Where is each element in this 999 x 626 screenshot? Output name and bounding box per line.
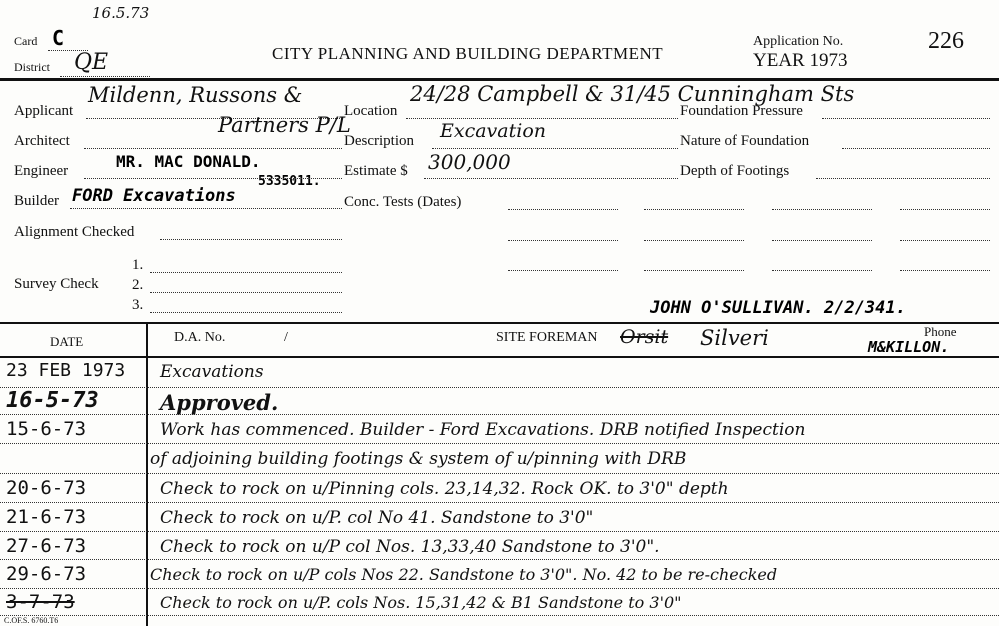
log-entry-1-date: 23 FEB 1973 xyxy=(6,360,126,381)
footer-code: C.OF.S. 6760.T6 xyxy=(4,616,59,625)
alignment-label: Alignment Checked xyxy=(14,224,135,240)
log-entry-6-date: 21-6-73 xyxy=(6,506,87,528)
site-foreman-label: SITE FOREMAN xyxy=(496,330,598,345)
nature-foundation-label: Nature of Foundation xyxy=(680,133,810,149)
survey-num-2: 2. xyxy=(132,277,144,293)
phone-value: M&KILLON. xyxy=(868,338,950,356)
foundation-pressure-label: Foundation Pressure xyxy=(680,103,803,119)
depth-footings-label: Depth of Footings xyxy=(680,163,790,179)
log-entry-5-date: 20-6-73 xyxy=(6,477,87,499)
architect-label: Architect xyxy=(14,133,70,149)
description-label: Description xyxy=(344,133,414,149)
survey-label: Survey Check xyxy=(14,276,99,292)
log-entry-6-text: Check to rock on u/P. col No 41. Sandstone to 3'0" xyxy=(160,508,594,528)
estimate-value: 300,000 xyxy=(428,150,511,174)
site-foreman-struck: Orsit xyxy=(620,326,669,348)
architect-value: Partners P/L xyxy=(218,113,351,137)
log-da-label: D.A. No. xyxy=(174,330,226,345)
builder-value: FORD Excavations xyxy=(72,186,236,206)
engineer-label: Engineer xyxy=(14,163,69,179)
log-entry-8-text: Check to rock on u/P cols Nos 22. Sandstone to 3'0". No. 42 to be re-checked xyxy=(150,565,778,584)
log-entry-3-text: Work has commenced. Builder - Ford Excavations. DRB notified Inspection xyxy=(160,420,806,440)
log-entry-2-date: 16-5-73 xyxy=(6,388,99,413)
log-entry-9-date: 3-7-73 xyxy=(6,591,75,613)
site-foreman-value: Silveri xyxy=(700,326,769,350)
estimate-label: Estimate $ xyxy=(344,163,408,179)
applicant-value: Mildenn, Russons & xyxy=(88,83,303,107)
card-label: Card xyxy=(14,34,38,48)
log-entry-7-date: 27-6-73 xyxy=(6,535,87,557)
application-label: Application No. xyxy=(753,34,844,49)
application-number: 226 xyxy=(928,28,964,54)
year-label: YEAR 1973 xyxy=(753,50,848,71)
foreman-note: JOHN O'SULLIVAN. 2/2/341. xyxy=(650,298,906,318)
survey-num-3: 3. xyxy=(132,297,144,313)
log-entry-1-text: Excavations xyxy=(160,362,264,382)
card-value: C xyxy=(52,26,65,50)
phone-label: Phone xyxy=(924,324,957,339)
engineer-phone: 5335011. xyxy=(258,174,321,189)
department-title: CITY PLANNING AND BUILDING DEPARTMENT xyxy=(272,44,664,63)
log-entry-7-text: Check to rock on u/P col Nos. 13,33,40 Sandstone to 3'0". xyxy=(160,537,660,557)
log-date-header: DATE xyxy=(50,334,84,349)
survey-num-1: 1. xyxy=(132,257,144,273)
builder-label: Builder xyxy=(14,193,59,209)
description-value: Excavation xyxy=(440,120,547,142)
log-entry-5-text: Check to rock on u/Pinning cols. 23,14,32. Rock OK. to 3'0" depth xyxy=(160,479,729,499)
log-entry-9-text: Check to rock on u/P. cols Nos. 15,31,42 & B1 Sandstone to 3'0" xyxy=(160,593,682,612)
log-entry-3-date: 15-6-73 xyxy=(6,418,87,440)
location-value: 24/28 Campbell & 31/45 Cunningham Sts xyxy=(410,82,855,106)
applicant-label: Applicant xyxy=(14,103,74,119)
district-value: QE xyxy=(74,50,109,75)
district-label: District xyxy=(14,60,50,74)
location-label: Location xyxy=(344,103,398,119)
log-entry-4-text: of adjoining building footings & system of u/pinning with DRB xyxy=(150,449,687,469)
top-note: 16.5.73 xyxy=(92,4,150,22)
log-da-value: / xyxy=(284,330,288,345)
conc-tests-label: Conc. Tests (Dates) xyxy=(344,194,462,210)
log-entry-2-text: Approved. xyxy=(160,390,279,415)
engineer-value: MR. MAC DONALD. xyxy=(116,152,261,171)
log-entry-8-date: 29-6-73 xyxy=(6,563,87,585)
